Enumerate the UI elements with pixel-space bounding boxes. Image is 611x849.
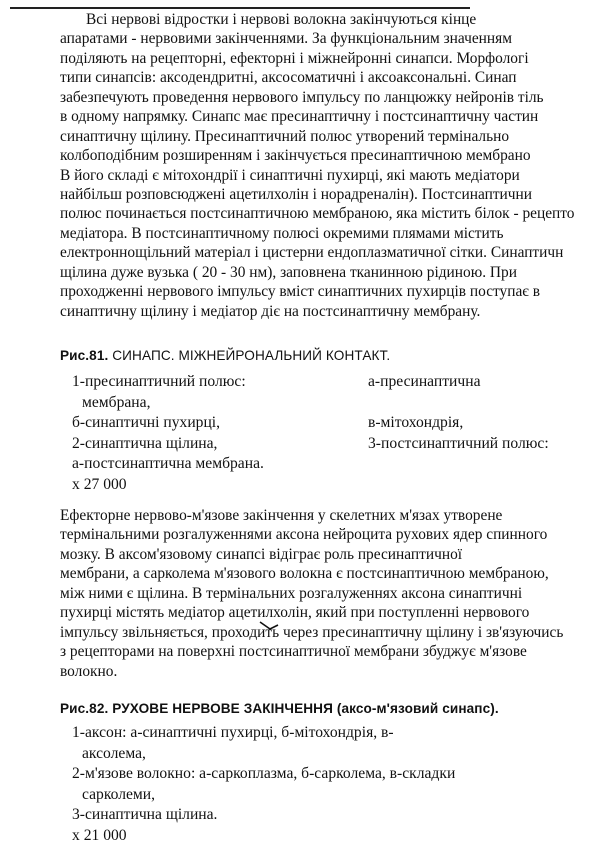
legend-line: аксолема, xyxy=(82,744,146,762)
figure-legend-81-right xyxy=(368,372,549,454)
text-line: медіатора. В постсинаптичному полюсі окремими плямами містить xyxy=(60,224,504,242)
text-line: Всі нервові відростки і нервові волокна закінчуються кінце xyxy=(86,11,477,28)
figure-number: Рис.82. xyxy=(60,701,109,716)
text-line: поділяють на рецепторні, ефекторні і міжнейронні синапси. Морфологі xyxy=(60,49,529,67)
text-line: імпульсу звільняється, проходить через пресинаптичну щілину і зв'язуючись xyxy=(60,623,564,641)
figure-legend-82 xyxy=(72,723,455,847)
legend-line: сарколеми, xyxy=(82,785,156,803)
legend-line xyxy=(368,393,549,414)
legend-line: б-синаптичні пухирці, xyxy=(72,414,221,432)
top-rule xyxy=(10,7,470,9)
text-line: мозку. В аксом'язовому синапсі відіграє роль пресинаптичної xyxy=(60,545,463,563)
legend-line: 3-синаптична щілина. xyxy=(72,806,218,824)
legend-line: 1-пресинаптичний полюс: xyxy=(72,373,246,390)
figure-caption-82 xyxy=(60,701,499,716)
text-line: колбоподібним розширенням і закінчується пресинаптичною мембрано xyxy=(60,147,531,165)
legend-line: а-пресинаптична xyxy=(368,373,481,390)
text-line: з рецепторами на поверхні постсинаптичної мембрани збуджує м'язове xyxy=(60,643,527,661)
paragraph-neuromuscular xyxy=(60,506,611,681)
text-line: волокно. xyxy=(60,662,118,680)
text-line: пухирці містять медіатор ацетилхолін, який при поступленні нервового xyxy=(60,604,530,622)
text-line: між ними є щілина. В термінальних розгалуженнях аксона синаптичні xyxy=(60,584,523,602)
paragraph-synapses xyxy=(60,10,611,321)
legend-line: а-постсинаптична мембрана. xyxy=(72,455,264,473)
text-line: синаптичну щілину і медіатор діє на постсинаптичну мембрану. xyxy=(60,302,481,320)
legend-line: мембрана, xyxy=(82,393,151,411)
legend-line: в-мітохондрія, xyxy=(368,414,464,432)
magnification: х 21 000 xyxy=(72,826,127,844)
text-line: термінальними розгалуженнями аксона нейроцита рухових ядер спинного xyxy=(60,526,548,544)
text-line: синаптичну щілину. Пресинаптичний полюс утворений термінально xyxy=(60,127,510,145)
text-line: В його складі є мітохондрії і синаптичні пухирці, які мають медіатори xyxy=(60,166,520,184)
text-line: забезпечують проведення нервового імпульсу по ланцюжку нейронів тіль xyxy=(60,88,544,106)
text-line: щілина дуже вузька ( 20 - 30 нм), заповнена тканинною рідиною. При xyxy=(60,263,517,281)
figure-legend-81-left xyxy=(72,372,264,496)
legend-line: 2-м'язове волокно: а-саркоплазма, б-сарколема, в-складки xyxy=(72,765,456,783)
figure-title: РУХОВЕ НЕРВОВЕ ЗАКІНЧЕННЯ (аксо-м'язовий синапс). xyxy=(112,701,499,716)
text-line: типи синапсів: аксодендритні, аксосоматичні і аксоаксональні. Синап xyxy=(60,69,517,87)
legend-line: 1-аксон: а-синаптичні пухирці, б-мітохондрія, в- xyxy=(72,724,394,741)
text-line: мембрани, а сарколема м'язового волокна є постсинаптичною мембраною, xyxy=(60,565,549,583)
text-line: апаратами - нервовими закінченнями. За функціональним значенням xyxy=(60,30,512,48)
text-line: електроннощільний матеріал і цистерни ендоплазматичної сітки. Синаптичн xyxy=(60,244,564,262)
magnification: х 27 000 xyxy=(72,475,127,493)
text-line: в одному напрямку. Синапс має пресинаптичну і постсинаптичну частин xyxy=(60,108,539,126)
figure-caption-81 xyxy=(60,348,390,363)
text-line: полюс починається постсинаптичною мембраною, яка містить білок - рецепто xyxy=(60,205,575,223)
text-line: найбільш розповсюджені ацетилхолін і норадреналін). Постсинаптични xyxy=(60,185,533,203)
text-line: проходженні нервового імпульсу вміст синаптичних пухирців поступає в xyxy=(60,283,541,301)
scan-mark xyxy=(258,620,280,634)
text-line: Ефекторне нервово-м'язове закінчення у скелетних м'язах утворене xyxy=(60,507,503,524)
figure-title: СИНАПС. МІЖНЕЙРОНАЛЬНИЙ КОНТАКТ. xyxy=(112,348,391,363)
legend-line: 3-постсинаптичний полюс: xyxy=(368,434,549,452)
legend-line: 2-синаптична щілина, xyxy=(72,434,218,452)
figure-number: Рис.81. xyxy=(60,348,109,363)
